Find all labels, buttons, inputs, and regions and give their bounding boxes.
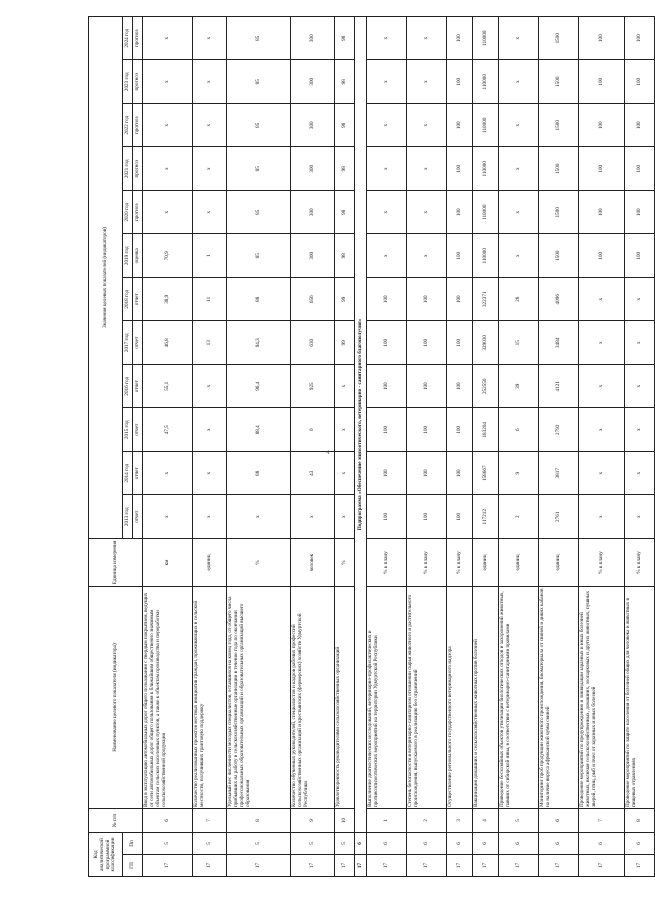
value-cell: х: [143, 60, 193, 104]
row-number: 8: [227, 809, 291, 833]
value-cell: 110000: [473, 16, 499, 60]
name-header: Наименование целевого показателя (индикатора): [89, 587, 143, 809]
pp-header: Пп: [123, 833, 143, 855]
value-cell: х: [407, 147, 447, 191]
value-cell: х: [367, 16, 407, 60]
value-cell: 100: [367, 321, 407, 365]
value-cell: х: [625, 365, 655, 409]
value-cell: 85: [227, 104, 291, 148]
value-cell: 99: [335, 321, 355, 365]
year-header: 2018 год: [123, 278, 133, 322]
unit-header: Единица измерения: [89, 539, 143, 587]
table-row: [227, 16, 291, 876]
value-cell: 11: [193, 278, 227, 322]
value-cell: 1500: [539, 191, 579, 235]
value-cell: 300: [291, 60, 335, 104]
row-number: 6: [539, 809, 579, 833]
table-row: [143, 16, 193, 876]
value-cell: 100: [367, 408, 407, 452]
value-kind-header: отчет: [133, 452, 143, 496]
value-cell: 15: [499, 321, 539, 365]
value-cell: 300: [291, 191, 335, 235]
row-gp: 17: [143, 855, 193, 877]
table-row: [193, 16, 227, 876]
value-cell: 3484: [539, 321, 579, 365]
value-cell: 630: [291, 321, 335, 365]
value-cell: х: [291, 495, 335, 539]
value-cell: х: [143, 104, 193, 148]
value-cell: 100: [447, 365, 473, 409]
value-cell: х: [143, 147, 193, 191]
row-gp: 17: [539, 855, 579, 877]
value-kind-header: прогноз: [133, 60, 143, 104]
value-cell: х: [407, 16, 447, 60]
row-pp: 6: [447, 833, 473, 855]
value-cell: х: [579, 495, 625, 539]
value-cell: х: [193, 147, 227, 191]
value-cell: 1500: [539, 104, 579, 148]
value-cell: 98: [335, 104, 355, 148]
page-number: 4: [323, 450, 332, 454]
row-pp: 5: [335, 833, 355, 855]
value-cell: 100: [579, 16, 625, 60]
row-name: Мониторинг проб продукции животного происхождения, биоматериала от свиней и диких кабанов на наличие вируса африканской чумы свиней: [539, 587, 579, 809]
row-name: Количество обученных руководителей, специалистов и кадров рабочих профессий сельскохозяйственных организаций и крестьянских (фермерских) хозяйств Удмуртской Республики: [291, 587, 335, 809]
value-cell: 100: [447, 60, 473, 104]
value-cell: 100: [407, 495, 447, 539]
section-pp: 6: [355, 833, 367, 855]
value-cell: 2: [499, 495, 539, 539]
value-cell: 110000: [473, 234, 499, 278]
value-cell: х: [193, 365, 227, 409]
value-cell: х: [579, 278, 625, 322]
value-cell: 117212: [473, 495, 499, 539]
row-unit: единиц: [193, 539, 227, 587]
row-pp: 6: [625, 833, 655, 855]
value-cell: 99: [335, 278, 355, 322]
value-cell: 0: [291, 408, 335, 452]
value-cell: 100: [407, 321, 447, 365]
value-cell: х: [625, 278, 655, 322]
year-header: 2013 год: [123, 495, 133, 539]
row-unit: % к плану: [407, 539, 447, 587]
value-cell: 100: [579, 191, 625, 235]
value-cell: х: [193, 60, 227, 104]
row-gp: 17: [193, 855, 227, 877]
value-cell: х: [193, 452, 227, 496]
value-cell: 94,3: [227, 321, 291, 365]
row-unit: единиц: [539, 539, 579, 587]
value-cell: 2761: [539, 495, 579, 539]
value-cell: 88,4: [227, 408, 291, 452]
value-cell: х: [193, 408, 227, 452]
value-cell: х: [579, 365, 625, 409]
row-name: Удовлетворенность руководителями сельскохозяйственных организаций: [335, 587, 355, 809]
value-cell: х: [625, 452, 655, 496]
row-unit: единиц: [499, 539, 539, 587]
row-unit: человек: [291, 539, 335, 587]
value-cell: х: [367, 104, 407, 148]
value-cell: х: [367, 147, 407, 191]
value-cell: 98: [335, 234, 355, 278]
row-number: 2: [407, 809, 447, 833]
row-pp: 6: [499, 833, 539, 855]
value-cell: 100: [367, 495, 407, 539]
value-cell: 100: [367, 365, 407, 409]
value-kind-header: прогноз: [133, 16, 143, 60]
year-header: 2022 год: [123, 104, 133, 148]
row-unit: % к плану: [625, 539, 655, 587]
value-cell: 322371: [473, 278, 499, 322]
row-name: Удельный вес численности молодых специалистов, оставшихся на конец года, от общего числа прибывших на работу в сельскохозяйственные организации в течение года по окончании профессиональных образовательных организаций и образовательных организаций высшего образования: [227, 587, 291, 809]
value-cell: 100: [447, 321, 473, 365]
value-cell: 158667: [473, 452, 499, 496]
row-pp: 5: [143, 833, 193, 855]
row-pp: 6: [473, 833, 499, 855]
table-row: [367, 16, 407, 876]
value-cell: 100: [447, 16, 473, 60]
value-cell: 100: [447, 191, 473, 235]
value-cell: х: [335, 365, 355, 409]
row-name: Осуществление регионального государственного ветеринарного надзора: [447, 587, 473, 809]
values-header: Значения целевых показателей (индикаторов): [89, 16, 123, 538]
value-cell: 38,9: [143, 278, 193, 322]
value-cell: х: [193, 104, 227, 148]
row-gp: 17: [625, 855, 655, 877]
value-cell: х: [499, 234, 539, 278]
code-group-header: Код аналитической программной классификации: [89, 833, 123, 877]
value-cell: 300: [291, 16, 335, 60]
table-row: [579, 16, 625, 876]
section-row: [355, 16, 367, 876]
value-cell: 100: [447, 234, 473, 278]
value-cell: х: [625, 495, 655, 539]
value-cell: 656: [291, 278, 335, 322]
value-cell: х: [407, 104, 447, 148]
value-cell: х: [193, 191, 227, 235]
value-cell: х: [193, 16, 227, 60]
row-gp: 17: [227, 855, 291, 877]
row-name: Проведение мероприятий по защите населения от болезней общих для человека и животных в пищевых отравлениях: [625, 587, 655, 809]
row-number: 3: [447, 809, 473, 833]
value-cell: 4121: [539, 365, 579, 409]
row-pp: 5: [291, 833, 335, 855]
row-name: Приведение бесхозяйных объектов утилизации биологических отходов и захоронений животных, павших от сибирской язвы, в соответствие с ветеринарно-санитарными правилами: [499, 587, 539, 809]
value-cell: 98: [335, 60, 355, 104]
value-cell: 100: [407, 278, 447, 322]
value-cell: 98: [335, 147, 355, 191]
row-number: 10: [335, 809, 355, 833]
value-cell: 47,5: [143, 408, 193, 452]
gp-header: ГП: [123, 855, 143, 877]
value-cell: х: [625, 321, 655, 365]
row-gp: 17: [499, 855, 539, 877]
value-cell: 85: [227, 191, 291, 235]
value-cell: х: [499, 104, 539, 148]
value-cell: х: [407, 60, 447, 104]
value-cell: 85: [227, 234, 291, 278]
table-row: [499, 16, 539, 876]
value-cell: 300: [291, 234, 335, 278]
table-row: [625, 16, 655, 876]
row-number: 4: [473, 809, 499, 833]
value-cell: 85: [227, 147, 291, 191]
value-cell: х: [499, 191, 539, 235]
row-gp: 17: [447, 855, 473, 877]
value-cell: 85: [227, 60, 291, 104]
value-cell: 100: [447, 408, 473, 452]
value-cell: х: [143, 16, 193, 60]
row-unit: %: [335, 539, 355, 587]
value-cell: 98: [335, 191, 355, 235]
value-cell: 2792: [539, 408, 579, 452]
row-unit: %: [227, 539, 291, 587]
row-number: 7: [579, 809, 625, 833]
value-cell: 100: [407, 408, 447, 452]
row-pp: 5: [227, 833, 291, 855]
row-gp: 17: [335, 855, 355, 877]
year-header: 2024 год: [123, 16, 133, 60]
value-cell: 100: [447, 495, 473, 539]
row-gp: 17: [473, 855, 499, 877]
value-cell: 70,9: [143, 234, 193, 278]
table-row: [447, 16, 473, 876]
row-unit: % к плану: [367, 539, 407, 587]
row-name: Проведение мероприятий по предупреждению и ликвидации заразных и иных болезней животных, включая сельскохозяйственных, домашних, зоопарковых и других животных, пушных зверей, птиц, рыб и пчел от заразных и иных болезней: [579, 587, 625, 809]
value-cell: 43: [291, 452, 335, 496]
value-kind-header: отчет: [133, 408, 143, 452]
value-cell: 100: [447, 278, 473, 322]
value-cell: 100: [407, 452, 447, 496]
table-row: [473, 16, 499, 876]
value-cell: 100: [579, 234, 625, 278]
value-cell: 100: [447, 104, 473, 148]
value-cell: 88: [227, 452, 291, 496]
value-cell: х: [407, 191, 447, 235]
row-number: 6: [143, 809, 193, 833]
year-header: 2015 год: [123, 408, 133, 452]
value-cell: 100: [625, 104, 655, 148]
value-cell: 4096: [539, 278, 579, 322]
value-cell: х: [335, 452, 355, 496]
row-unit: единиц: [473, 539, 499, 587]
section-title: Подпрограмма «Обеспечение эпизоотического, ветеринарно - санитарного благополучия»: [355, 16, 367, 832]
year-header: 2014 год: [123, 452, 133, 496]
value-cell: 39: [499, 365, 539, 409]
value-cell: х: [625, 408, 655, 452]
value-cell: 100: [579, 60, 625, 104]
row-gp: 17: [291, 855, 335, 877]
row-gp: 17: [367, 855, 407, 877]
value-cell: х: [227, 495, 291, 539]
row-name: Ввод в эксплуатацию автомобильных дорог общего пользования с твердым покрытием, ведущих от сети автомобильных дорог общего пользования к ближайшим общественно значимым объектам сельских населенных пунктов, а также к объектам производства и переработки сельскохозяйственной продукции: [143, 587, 193, 809]
value-cell: 98: [335, 16, 355, 60]
value-cell: 100: [447, 147, 473, 191]
value-cell: 55,1: [143, 365, 193, 409]
rotated-table-container: [88, 17, 642, 877]
table-row: [291, 16, 335, 876]
value-cell: 100: [625, 191, 655, 235]
section-gp: 17: [355, 855, 367, 877]
value-cell: 88: [227, 278, 291, 322]
value-cell: 46,8: [143, 321, 193, 365]
value-cell: х: [579, 408, 625, 452]
year-header: 2019 год: [123, 234, 133, 278]
row-gp: 17: [407, 855, 447, 877]
value-kind-header: прогноз: [133, 104, 143, 148]
value-cell: 925: [291, 365, 335, 409]
value-cell: х: [579, 321, 625, 365]
row-unit: % к плану: [447, 539, 473, 587]
value-cell: 6: [499, 408, 539, 452]
year-header: 2017 год: [123, 321, 133, 365]
value-cell: 1500: [539, 60, 579, 104]
row-pp: 5: [193, 833, 227, 855]
value-cell: 100: [579, 104, 625, 148]
value-cell: 100: [625, 147, 655, 191]
row-pp: 6: [539, 833, 579, 855]
value-cell: х: [143, 452, 193, 496]
value-kind-header: отчет: [133, 278, 143, 322]
value-kind-header: оценка: [133, 234, 143, 278]
value-cell: 1500: [539, 16, 579, 60]
value-cell: 100: [625, 16, 655, 60]
value-cell: х: [367, 234, 407, 278]
value-cell: 329030: [473, 321, 499, 365]
value-cell: х: [499, 16, 539, 60]
value-cell: 100: [625, 234, 655, 278]
value-cell: 110000: [473, 191, 499, 235]
table-row: [335, 16, 355, 876]
row-name: Степень безопасности в ветеринарно-санитарном отношении сырья животного и растительного происхождения, выпускаемого в реализацию без ограничений: [407, 587, 447, 809]
value-cell: 1500: [539, 234, 579, 278]
value-cell: 13: [193, 321, 227, 365]
value-cell: 100: [447, 452, 473, 496]
row-unit: км: [143, 539, 193, 587]
value-cell: 300: [291, 147, 335, 191]
value-cell: 28: [499, 278, 539, 322]
value-cell: 110000: [473, 60, 499, 104]
value-cell: 1: [193, 234, 227, 278]
value-kind-header: отчет: [133, 365, 143, 409]
row-pp: 6: [367, 833, 407, 855]
value-kind-header: отчет: [133, 495, 143, 539]
year-header: 2020 год: [123, 191, 133, 235]
row-number: 1: [367, 809, 407, 833]
row-gp: 17: [579, 855, 625, 877]
value-cell: 96,4: [227, 365, 291, 409]
value-kind-header: прогноз: [133, 191, 143, 235]
value-cell: 110000: [473, 104, 499, 148]
table-row: [407, 16, 447, 876]
value-kind-header: отчет: [133, 321, 143, 365]
table-row: [539, 16, 579, 876]
row-number: 7: [193, 809, 227, 833]
value-cell: х: [579, 452, 625, 496]
value-kind-header: прогноз: [133, 147, 143, 191]
value-cell: х: [143, 495, 193, 539]
value-cell: х: [193, 495, 227, 539]
value-cell: 100: [407, 365, 447, 409]
value-cell: 300: [291, 104, 335, 148]
row-name: Выполнение диагностических исследований, ветеринарно-профилактических и противоэпизоотических мероприятий на территории Удмуртской Республики: [367, 587, 407, 809]
row-number: 8: [625, 809, 655, 833]
row-unit: % к плану: [579, 539, 625, 587]
value-cell: х: [367, 60, 407, 104]
value-cell: х: [143, 191, 193, 235]
row-pp: 6: [407, 833, 447, 855]
value-cell: х: [335, 408, 355, 452]
row-pp: 6: [579, 833, 625, 855]
value-cell: 100: [367, 452, 407, 496]
value-cell: 3817: [539, 452, 579, 496]
year-header: 2016 год: [123, 365, 133, 409]
value-cell: 100: [367, 278, 407, 322]
indicators-table: [88, 16, 655, 877]
value-cell: 110000: [473, 147, 499, 191]
year-header: 2021 год: [123, 147, 133, 191]
year-header: 2023 год: [123, 60, 133, 104]
row-name: Количество реализованных проектов местных инициатив граждан, проживающих в сельской местности, получивших грантовую поддержку: [193, 587, 227, 809]
value-cell: х: [335, 495, 355, 539]
value-cell: х: [367, 191, 407, 235]
value-cell: 9: [499, 452, 539, 496]
row-name: Вакцинация домашних и сельскохозяйственных животных против болезней: [473, 587, 499, 809]
value-cell: 183204: [473, 408, 499, 452]
value-cell: х: [407, 234, 447, 278]
number-header: № п/п: [89, 809, 143, 833]
value-cell: 252550: [473, 365, 499, 409]
value-cell: 85: [227, 16, 291, 60]
value-cell: 100: [625, 60, 655, 104]
row-number: 5: [499, 809, 539, 833]
row-number: 9: [291, 809, 335, 833]
value-cell: 100: [579, 147, 625, 191]
value-cell: х: [499, 60, 539, 104]
value-cell: 1500: [539, 147, 579, 191]
value-cell: х: [499, 147, 539, 191]
